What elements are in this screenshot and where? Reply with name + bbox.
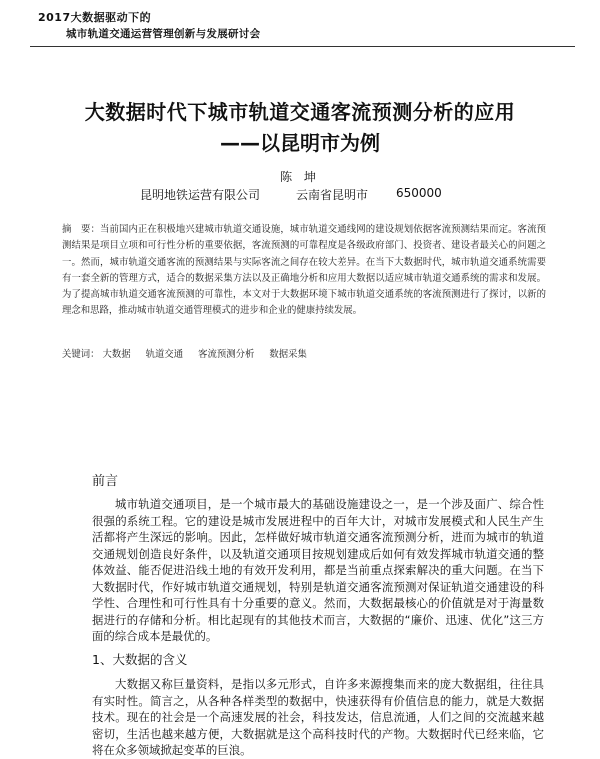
section-heading-preface: 前言 bbox=[92, 474, 119, 489]
affiliation-organization: 昆明地铁运营有限公司 bbox=[140, 188, 261, 202]
keywords bbox=[62, 346, 546, 360]
paper-title: 大数据时代下城市轨道交通客流预测分析的应用 bbox=[84, 100, 516, 124]
conference-header-line1: 2017大数据驱动下的 bbox=[38, 11, 152, 24]
author-name: 陈 坤 bbox=[280, 170, 320, 184]
affiliation-postcode: 650000 bbox=[396, 186, 442, 200]
conference-header-line2: 城市轨道交通运营管理创新与发展研讨会 bbox=[66, 28, 261, 40]
paper-subtitle: ——以昆明市为例 bbox=[220, 131, 380, 155]
keywords-label: 关键词： bbox=[62, 349, 100, 360]
affiliation-place: 云南省昆明市 bbox=[296, 188, 369, 202]
header-divider bbox=[30, 46, 575, 47]
keyword-item: 客流预测分析 bbox=[198, 349, 255, 360]
abstract-label: 摘 要： bbox=[62, 224, 100, 235]
preface-paragraph: 城市轨道交通项目，是一个城市最大的基础设施建设之一，是一个涉及面广、综合性很强的系统工程。它的建设是城市发展进程中的百年大计，对城市发展模式和人民生产生活都将产生深远的影响。因此，怎样做好城市轨道交通客流预测分析，进而为城市的轨道交通规划创造良好条件，以及轨道交通项目按规划建成后如何有效发挥城市轨道交通的整体效益、能否促进沿线土地的有效开发利用，都是当前重点探索解决的重大问题。在当下大数据时代，作好城市轨道交通规划，特别是轨道交通客流预测对保证轨道交通建设的科学性、合理性和可行性具有十分重要的意义。然而，大数据最核心的价值就是对于海量数据进行的存储和分析。相比起现有的其他技术而言，大数据的“廉价、迅速、优化”这三方面的综合成本是最优的。 bbox=[92, 497, 544, 643]
keyword-item: 大数据 bbox=[102, 349, 131, 360]
abstract bbox=[62, 222, 546, 320]
section-heading-big-data: 1、大数据的含义 bbox=[92, 652, 188, 667]
abstract-text: 当前国内正在积极地兴建城市轨道交通设施，城市轨道交通线网的建设规划依据客流预测结果而定。客流预测结果是项目立项和可行性分析的重要依据，客流预测的可靠程度是各级政府部门、投资者、建设者最关心的问题之一。然而，城市轨道交通客流的预测结果与实际客流之间存在较大差异。在当下大数据时代，城市轨道交通系统需要有一套全新的管理方式，适合的数据采集方法以及正确地分析和应用大数据以适应城市轨道交通系统的需求和发展。为了提高城市轨道交通客流预测的可靠性，本文对于大数据环境下城市轨道交通系统的客流预测进行了探讨，以新的理念和思路，推动城市轨道交通管理模式的进步和企业的健康持续发展。 bbox=[62, 224, 546, 317]
big-data-paragraph: 大数据又称巨量资料，是指以多元形式，自许多来源搜集而来的庞大数据组，往往具有实时性。简言之，从各种各样类型的数据中，快速获得有价值信息的能力，就是大数据技术。现在的社会是一个高速发展的社会，科技发达，信息流通，人们之间的交流越来越密切，生活也越来越方便，大数据就是这个高科技时代的产物。大数据时代已经来临，它将在众多领域掀起变革的巨浪。 bbox=[92, 677, 544, 757]
keyword-item: 数据采集 bbox=[269, 349, 307, 360]
keyword-item: 轨道交通 bbox=[145, 349, 184, 360]
